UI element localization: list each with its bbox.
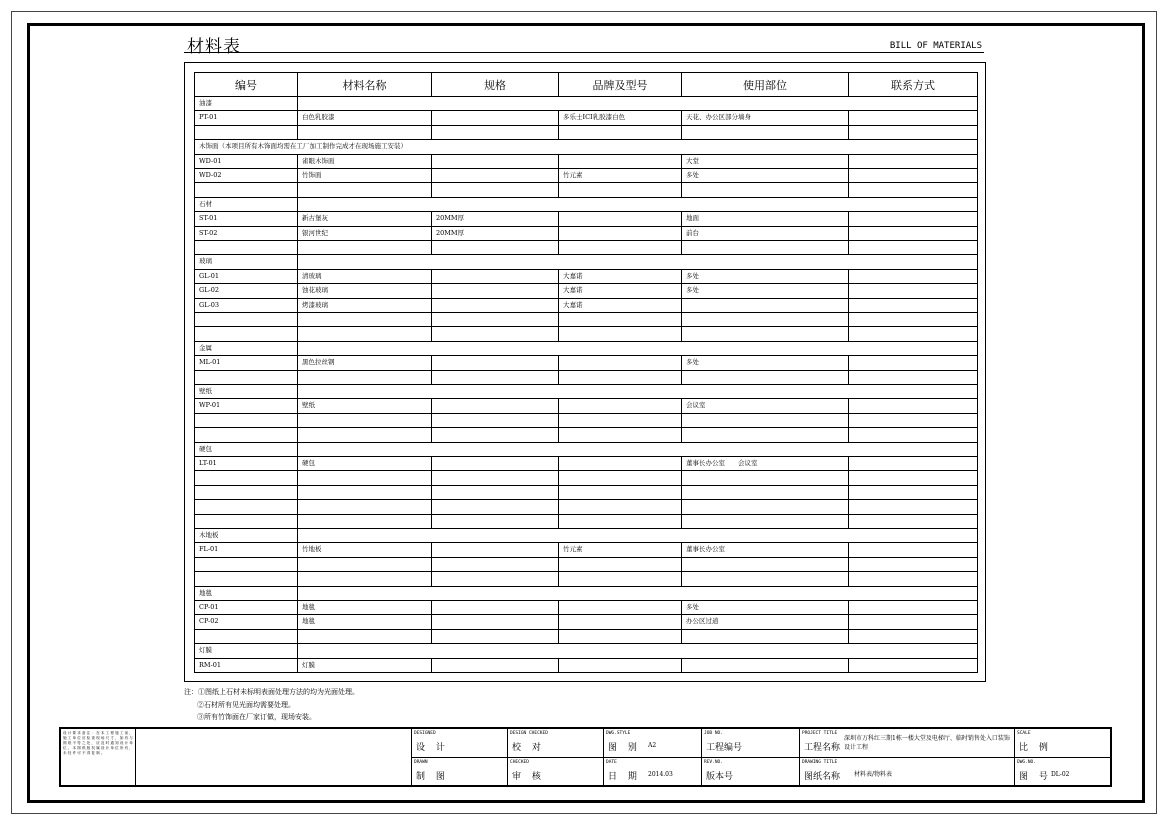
page-title: 材料表 — [187, 37, 241, 57]
drawn-key: DRAWN — [414, 760, 428, 765]
cell-brand — [559, 572, 682, 586]
cell-spec — [432, 514, 559, 528]
cell-code — [195, 413, 298, 427]
cell-spec — [432, 327, 559, 341]
cell-spec: 20MM厚 — [432, 212, 559, 226]
table-row — [195, 615, 978, 629]
date-cell — [603, 758, 701, 785]
table-row — [195, 212, 978, 226]
cell-spec — [432, 557, 559, 571]
cell-location — [682, 298, 849, 312]
cell-location — [682, 183, 849, 197]
cell-name — [298, 557, 432, 571]
project-title-label: 工程名称 — [804, 743, 841, 753]
cell-spec — [432, 169, 559, 183]
cell-location — [682, 241, 849, 255]
cell-spec — [432, 413, 559, 427]
cell-contact — [849, 557, 978, 571]
cell-code — [195, 557, 298, 571]
blank-row — [195, 485, 978, 499]
cell-code — [195, 370, 298, 384]
cell-location — [682, 327, 849, 341]
cell-name: 蚀花玻璃 — [298, 284, 432, 298]
cell-brand — [559, 226, 682, 240]
category-label: 硬包 — [195, 442, 978, 456]
cell-brand: 大嘉诺 — [559, 269, 682, 283]
rev-no-cell — [701, 758, 799, 785]
disclaimer-text: 设 计 要 求 备 注 ： 在 本 工 程 施 工 前 ， 施 工 单 位 应 检 查 现 场 尺 寸 ， 如 有 与 图 纸 不 符 之 处 ， 应 及 时 通 知 设 计 单 位 。 本 图 纸 版 权 属 设 计 单 位 所 有 ， 未 经 许 可 不 得 复 制 。 — [61, 729, 136, 785]
job-no-label: 工程编号 — [706, 743, 743, 753]
blank-row — [195, 572, 978, 586]
cell-brand — [559, 457, 682, 471]
cell-code: WP-01 — [195, 399, 298, 413]
cell-code: FL-01 — [195, 543, 298, 557]
category-row — [195, 442, 978, 456]
note-line: ③所有竹饰面在厂家订做，现场安装。 — [197, 713, 316, 721]
cell-location: 董事长办公室 — [682, 543, 849, 557]
cell-name: 竹饰面 — [298, 169, 432, 183]
notes — [184, 686, 359, 724]
cell-brand — [559, 514, 682, 528]
category-row — [195, 140, 978, 154]
cell-spec — [432, 629, 559, 643]
cell-brand: 多乐士ICI乳胶漆白色 — [559, 111, 682, 125]
cell-contact — [849, 629, 978, 643]
cell-contact — [849, 500, 978, 514]
cell-contact — [849, 241, 978, 255]
page-subtitle: BILL OF MATERIALS — [889, 41, 982, 51]
blank-row — [195, 500, 978, 514]
cell-spec — [432, 399, 559, 413]
cell-code — [195, 572, 298, 586]
cell-location — [682, 471, 849, 485]
cell-name: 银河世纪 — [298, 226, 432, 240]
cell-contact — [849, 327, 978, 341]
category-row — [195, 644, 978, 658]
cell-name: 白色乳胶漆 — [298, 111, 432, 125]
table-row — [195, 399, 978, 413]
cell-contact — [849, 601, 978, 615]
cell-brand — [559, 485, 682, 499]
cell-code: GL-03 — [195, 298, 298, 312]
project-title-key: PROJECT TITLE — [802, 731, 838, 736]
cell-code — [195, 485, 298, 499]
cell-brand — [559, 615, 682, 629]
designed-cell — [411, 729, 507, 758]
cell-code: CP-02 — [195, 615, 298, 629]
cell-spec — [432, 658, 559, 672]
cell-location — [682, 485, 849, 499]
cell-contact — [849, 356, 978, 370]
rev-no-key: REV.NO. — [704, 760, 723, 765]
cell-brand — [559, 356, 682, 370]
table-row — [195, 154, 978, 168]
column-header-code: 编号 — [195, 73, 298, 97]
cell-location: 前台 — [682, 226, 849, 240]
cell-location: 多处 — [682, 356, 849, 370]
cell-contact — [849, 111, 978, 125]
cell-code — [195, 241, 298, 255]
cell-brand — [559, 557, 682, 571]
cell-name: 黑色拉丝钢 — [298, 356, 432, 370]
cell-spec — [432, 457, 559, 471]
note-line: 注：①图纸上石材未标明表面处理方法的均为光面处理。 — [184, 688, 359, 696]
cell-brand — [559, 500, 682, 514]
cell-spec — [432, 356, 559, 370]
cell-spec: 20MM厚 — [432, 226, 559, 240]
table-row — [195, 356, 978, 370]
cell-brand — [559, 370, 682, 384]
cell-spec — [432, 183, 559, 197]
cell-name — [298, 500, 432, 514]
cell-code: RM-01 — [195, 658, 298, 672]
cell-name — [298, 370, 432, 384]
cell-name — [298, 485, 432, 499]
blank-row — [195, 313, 978, 327]
column-header-contact: 联系方式 — [849, 73, 978, 97]
cell-brand: 竹元素 — [559, 169, 682, 183]
cell-location: 多处 — [682, 284, 849, 298]
cell-spec — [432, 298, 559, 312]
dwg-style-cell — [603, 729, 701, 758]
cell-name: 雀眼木饰面 — [298, 154, 432, 168]
category-row — [195, 197, 978, 211]
cell-spec — [432, 125, 559, 139]
cell-contact — [849, 169, 978, 183]
column-header-name: 材料名称 — [298, 73, 432, 97]
cell-spec — [432, 500, 559, 514]
date-label: 日 期 — [608, 772, 641, 782]
drawn-value: 制 图 — [416, 772, 449, 782]
table-row — [195, 169, 978, 183]
cell-code: ST-01 — [195, 212, 298, 226]
cell-code: WD-02 — [195, 169, 298, 183]
cell-contact — [849, 457, 978, 471]
design-checked-cell — [507, 729, 603, 758]
cell-contact — [849, 212, 978, 226]
cell-location: 天花、办公区部分墙身 — [682, 111, 849, 125]
table-row — [195, 658, 978, 672]
table-row — [195, 543, 978, 557]
cell-name — [298, 327, 432, 341]
cell-brand — [559, 154, 682, 168]
blank-row — [195, 629, 978, 643]
cell-code: ML-01 — [195, 356, 298, 370]
cell-location: 董事长办公室 会议室 — [682, 457, 849, 471]
note-line: ②石材所有见光面均需要处理。 — [197, 700, 295, 709]
rev-no-label: 版本号 — [706, 772, 734, 782]
checked-value: 审 核 — [512, 772, 545, 782]
cell-contact — [849, 514, 978, 528]
cell-code — [195, 125, 298, 139]
cell-name: 地毯 — [298, 601, 432, 615]
table-row — [195, 284, 978, 298]
table-body — [195, 97, 978, 673]
cell-contact — [849, 284, 978, 298]
job-no-key: JOB NO. — [704, 731, 723, 736]
cell-location: 多处 — [682, 169, 849, 183]
cell-spec — [432, 241, 559, 255]
dwg-style-label: 图 别 — [608, 743, 641, 753]
date-key: DATE — [606, 760, 617, 765]
cell-location — [682, 413, 849, 427]
cell-location — [682, 125, 849, 139]
category-row — [195, 586, 978, 600]
table-row — [195, 601, 978, 615]
cell-location — [682, 428, 849, 442]
cell-name — [298, 471, 432, 485]
cell-name: 硬包 — [298, 457, 432, 471]
design-checked-value: 校 对 — [512, 743, 545, 753]
category-label: 壁纸 — [195, 385, 978, 399]
cell-contact — [849, 298, 978, 312]
cell-contact — [849, 572, 978, 586]
cell-brand — [559, 471, 682, 485]
cell-name — [298, 313, 432, 327]
column-header-location: 使用部位 — [682, 73, 849, 97]
dwg-style-key: DWG.STYLE — [606, 731, 631, 736]
cell-brand: 竹元素 — [559, 543, 682, 557]
scale-label: 比 例 — [1019, 743, 1052, 753]
cell-location: 地面 — [682, 212, 849, 226]
cell-location: 会议室 — [682, 399, 849, 413]
cell-brand — [559, 658, 682, 672]
cell-code: GL-01 — [195, 269, 298, 283]
cell-code: PT-01 — [195, 111, 298, 125]
cell-brand — [559, 241, 682, 255]
cell-code — [195, 313, 298, 327]
cell-contact — [849, 313, 978, 327]
category-label: 玻璃 — [195, 255, 978, 269]
cell-name: 壁纸 — [298, 399, 432, 413]
cell-name: 地毯 — [298, 615, 432, 629]
cell-location — [682, 572, 849, 586]
category-row — [195, 529, 978, 543]
cell-spec — [432, 370, 559, 384]
drawn-cell — [411, 758, 507, 785]
cell-code — [195, 471, 298, 485]
designed-key: DESIGNED — [414, 731, 436, 736]
dwg-no-label: 图 号 — [1019, 772, 1052, 782]
cell-code — [195, 500, 298, 514]
column-header-brand: 品牌及型号 — [559, 73, 682, 97]
checked-cell — [507, 758, 603, 785]
cell-name — [298, 183, 432, 197]
cell-code — [195, 327, 298, 341]
cell-contact — [849, 658, 978, 672]
cell-brand — [559, 125, 682, 139]
cell-name — [298, 514, 432, 528]
cell-spec — [432, 269, 559, 283]
drawing-title-cell — [799, 758, 1014, 785]
cell-spec — [432, 111, 559, 125]
table-header-row — [195, 73, 978, 97]
cell-location — [682, 514, 849, 528]
cell-name — [298, 413, 432, 427]
cell-brand: 大嘉诺 — [559, 284, 682, 298]
cell-name — [298, 629, 432, 643]
cell-spec — [432, 572, 559, 586]
checked-key: CHECKED — [510, 760, 529, 765]
cell-location: 多处 — [682, 269, 849, 283]
cell-contact — [849, 485, 978, 499]
cell-contact — [849, 428, 978, 442]
cell-spec — [432, 615, 559, 629]
cell-brand — [559, 428, 682, 442]
cell-contact — [849, 543, 978, 557]
cell-name: 新古堡灰 — [298, 212, 432, 226]
blank-row — [195, 428, 978, 442]
cell-spec — [432, 154, 559, 168]
cell-location: 办公区过道 — [682, 615, 849, 629]
cell-location: 多处 — [682, 601, 849, 615]
category-row — [195, 341, 978, 355]
dwg-no-value: DL-02 — [1051, 771, 1070, 778]
cell-spec — [432, 601, 559, 615]
category-row — [195, 255, 978, 269]
cell-brand — [559, 399, 682, 413]
cell-name: 烤漆玻璃 — [298, 298, 432, 312]
cell-spec — [432, 485, 559, 499]
category-label: 地毯 — [195, 586, 978, 600]
cell-name — [298, 241, 432, 255]
title-underline — [184, 52, 984, 53]
design-checked-key: DESIGN CHECKED — [510, 731, 548, 736]
blank-row — [195, 413, 978, 427]
blank-row — [195, 471, 978, 485]
cell-contact — [849, 125, 978, 139]
blank-row — [195, 183, 978, 197]
cell-location — [682, 313, 849, 327]
table-row — [195, 226, 978, 240]
table-row — [195, 457, 978, 471]
cell-brand: 大嘉诺 — [559, 298, 682, 312]
cell-location — [682, 370, 849, 384]
cell-brand — [559, 601, 682, 615]
cell-brand — [559, 327, 682, 341]
cell-code: CP-01 — [195, 601, 298, 615]
title-block — [59, 727, 1112, 787]
cell-brand — [559, 183, 682, 197]
cell-code: ST-02 — [195, 226, 298, 240]
drawing-title-label: 图纸名称 — [804, 772, 841, 782]
drawing-title-key: DRAWING TITLE — [802, 760, 838, 765]
cell-location: 大堂 — [682, 154, 849, 168]
cell-code: LT-01 — [195, 457, 298, 471]
scale-cell — [1014, 729, 1110, 758]
blank-row — [195, 370, 978, 384]
cell-contact — [849, 183, 978, 197]
project-name: 深圳市万科红三期1栋一楼大堂及电梯厅、临时销售处入口装饰设计工程 — [844, 735, 1010, 751]
blank-row — [195, 557, 978, 571]
blank-row — [195, 125, 978, 139]
date-value: 2014.03 — [648, 771, 673, 778]
blank-row — [195, 241, 978, 255]
cell-name: 清玻璃 — [298, 269, 432, 283]
cell-spec — [432, 428, 559, 442]
category-label: 石材 — [195, 197, 978, 211]
scale-key: SCALE — [1017, 731, 1031, 736]
blank-row — [195, 327, 978, 341]
cell-brand — [559, 212, 682, 226]
category-row — [195, 97, 978, 111]
cell-name — [298, 125, 432, 139]
category-label: 灯膜 — [195, 644, 978, 658]
cell-contact — [849, 226, 978, 240]
cell-location — [682, 557, 849, 571]
blank-row — [195, 514, 978, 528]
cell-location — [682, 629, 849, 643]
cell-code — [195, 428, 298, 442]
cell-code: GL-02 — [195, 284, 298, 298]
cell-contact — [849, 154, 978, 168]
category-label: 木饰面（本项目所有木饰面均需在工厂加工制作完成才在现场施工安装） — [195, 140, 978, 154]
cell-spec — [432, 284, 559, 298]
cell-contact — [849, 615, 978, 629]
cell-contact — [849, 413, 978, 427]
table-row — [195, 111, 978, 125]
dwg-no-cell — [1014, 758, 1110, 785]
materials-table — [194, 72, 978, 673]
category-label: 油漆 — [195, 97, 978, 111]
job-no-cell — [701, 729, 799, 758]
table-row — [195, 298, 978, 312]
cell-code — [195, 514, 298, 528]
cell-brand — [559, 629, 682, 643]
cell-location — [682, 658, 849, 672]
cell-contact — [849, 269, 978, 283]
cell-contact — [849, 471, 978, 485]
cell-brand — [559, 313, 682, 327]
cell-spec — [432, 471, 559, 485]
cell-code — [195, 183, 298, 197]
category-label: 木地板 — [195, 529, 978, 543]
cell-contact — [849, 370, 978, 384]
designed-value: 设 计 — [416, 743, 449, 753]
category-label: 金属 — [195, 341, 978, 355]
cell-name — [298, 428, 432, 442]
table-row — [195, 269, 978, 283]
cell-code: WD-01 — [195, 154, 298, 168]
cell-brand — [559, 413, 682, 427]
category-row — [195, 385, 978, 399]
cell-name: 竹地板 — [298, 543, 432, 557]
column-header-spec: 规格 — [432, 73, 559, 97]
cell-name: 灯膜 — [298, 658, 432, 672]
cell-spec — [432, 313, 559, 327]
cell-contact — [849, 399, 978, 413]
cell-name — [298, 572, 432, 586]
drawing-name: 材料表/物料表 — [854, 771, 893, 778]
cell-spec — [432, 543, 559, 557]
cell-code — [195, 629, 298, 643]
dwg-style-value: A2 — [648, 742, 657, 749]
project-title-cell — [799, 729, 1014, 758]
dwg-no-key: DWG.NO. — [1017, 760, 1036, 765]
cell-location — [682, 500, 849, 514]
